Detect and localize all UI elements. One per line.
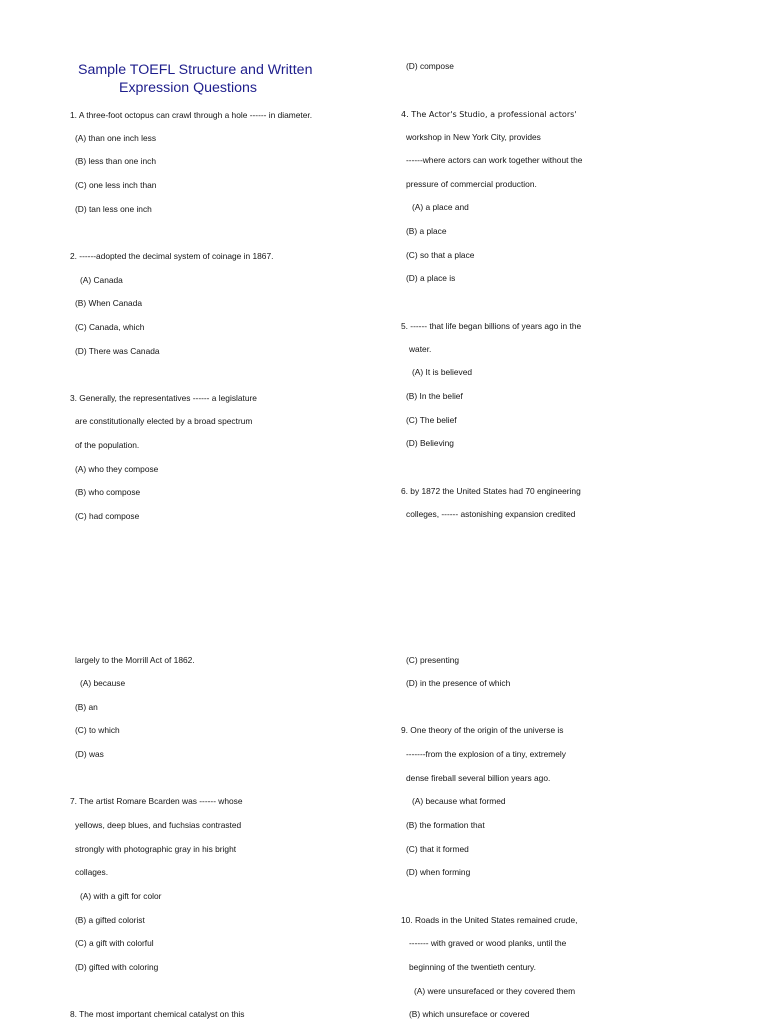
question-9-option-c: (C) that it formed xyxy=(406,844,469,854)
question-1-option-c: (C) one less inch than xyxy=(75,180,157,190)
document-page-bottom xyxy=(0,512,768,1024)
question-1-stem: 1. A three-foot octopus can crawl through a hole ------ in diameter. xyxy=(70,110,313,120)
question-4-stem-line2: workshop in New York City, provides xyxy=(406,132,541,142)
question-9-stem-line3: dense fireball several billion years ago. xyxy=(406,773,551,783)
question-10-stem-line2: ------- with graved or wood planks, until the xyxy=(409,938,567,948)
question-5-stem-line1: 5. ------ that life began billions of years ago in the xyxy=(401,321,582,331)
question-8-stem-line1: 8. The most important chemical catalyst on this xyxy=(70,1009,245,1019)
question-4-stem-line4: pressure of commercial production. xyxy=(406,179,537,189)
question-6-stem-line1: 6. by 1872 the United States had 70 engineering xyxy=(401,486,581,496)
question-10-option-b: (B) which unsureface or covered xyxy=(409,1009,530,1019)
question-7-stem-line1: 7. The artist Romare Bcarden was ------ whose xyxy=(70,796,243,806)
page-title-line1: Sample TOEFL Structure and Written xyxy=(78,62,313,78)
question-7-option-a: (A) with a gift for color xyxy=(80,891,162,901)
question-10-stem-line1: 10. Roads in the United States remained crude, xyxy=(401,915,578,925)
question-7-option-c: (C) a gift with colorful xyxy=(75,938,154,948)
question-7-option-b: (B) a gifted colorist xyxy=(75,915,145,925)
question-9-stem-line2: -------from the explosion of a tiny, extremely xyxy=(406,749,566,759)
question-2-option-d: (D) There was Canada xyxy=(75,346,160,356)
question-10-option-a: (A) were unsurefaced or they covered them xyxy=(414,986,576,996)
question-9-stem-line1: 9. One theory of the origin of the universe is xyxy=(401,725,564,735)
question-1-option-b: (B) less than one inch xyxy=(75,156,157,166)
question-6-option-d: (D) was xyxy=(75,749,104,759)
question-5-option-a: (A) It is believed xyxy=(412,367,473,377)
question-4-option-c: (C) so that a place xyxy=(406,250,475,260)
question-3-option-c: (C) had compose xyxy=(75,511,140,521)
question-8-option-d: (D) in the presence of which xyxy=(406,678,511,688)
question-7-stem-line4: collages. xyxy=(75,867,109,877)
question-2-option-b: (B) When Canada xyxy=(75,298,143,308)
question-6-option-c: (C) to which xyxy=(75,725,120,735)
question-4-option-b: (B) a place xyxy=(406,226,447,236)
question-9-option-b: (B) the formation that xyxy=(406,820,485,830)
question-3-stem-line1: 3. Generally, the representatives ------ a legislature xyxy=(70,393,257,403)
question-1-option-a: (A) than one inch less xyxy=(75,133,157,143)
question-2-option-a: (A) Canada xyxy=(80,275,123,285)
question-5-stem-line2: water. xyxy=(409,344,432,354)
question-5-option-c: (C) The belief xyxy=(406,415,457,425)
question-7-stem-line3: strongly with photographic gray in his bright xyxy=(75,844,237,854)
question-6-stem-line2: colleges, ------ astonishing expansion credited xyxy=(406,509,576,519)
question-8-option-c: (C) presenting xyxy=(406,655,460,665)
question-2-option-c: (C) Canada, which xyxy=(75,322,145,332)
question-7-option-d: (D) gifted with coloring xyxy=(75,962,159,972)
question-6-option-b: (B) an xyxy=(75,702,98,712)
question-6-stem-line3: largely to the Morrill Act of 1862. xyxy=(75,655,195,665)
question-5-option-d: (D) Believing xyxy=(406,438,454,448)
question-4-option-d: (D) a place is xyxy=(406,273,456,283)
question-3-option-d: (D) compose xyxy=(406,61,454,71)
question-3-stem-line2: are constitutionally elected by a broad spectrum xyxy=(75,416,253,426)
question-10-stem-line3: beginning of the twentieth century. xyxy=(409,962,536,972)
question-4-option-a: (A) a place and xyxy=(412,202,469,212)
question-4-stem-line3: ------where actors can work together without the xyxy=(406,155,583,165)
question-5-option-b: (B) In the belief xyxy=(406,391,463,401)
question-2-stem: 2. ------adopted the decimal system of coinage in 1867. xyxy=(70,251,274,261)
question-3-stem-line3: of the population. xyxy=(75,440,140,450)
question-9-option-d: (D) when forming xyxy=(406,867,471,877)
question-7-stem-line2: yellows, deep blues, and fuchsias contrasted xyxy=(75,820,242,830)
question-3-option-a: (A) who they compose xyxy=(75,464,159,474)
page-title-line2: Expression Questions xyxy=(118,80,257,96)
question-1-option-d: (D) tan less one inch xyxy=(75,204,152,214)
question-3-option-b: (B) who compose xyxy=(75,487,141,497)
question-6-option-a: (A) because xyxy=(80,678,126,688)
question-9-option-a: (A) because what formed xyxy=(412,796,506,806)
question-4-stem-line1: 4. The Actor's Studio, a professional actors' xyxy=(401,109,577,119)
